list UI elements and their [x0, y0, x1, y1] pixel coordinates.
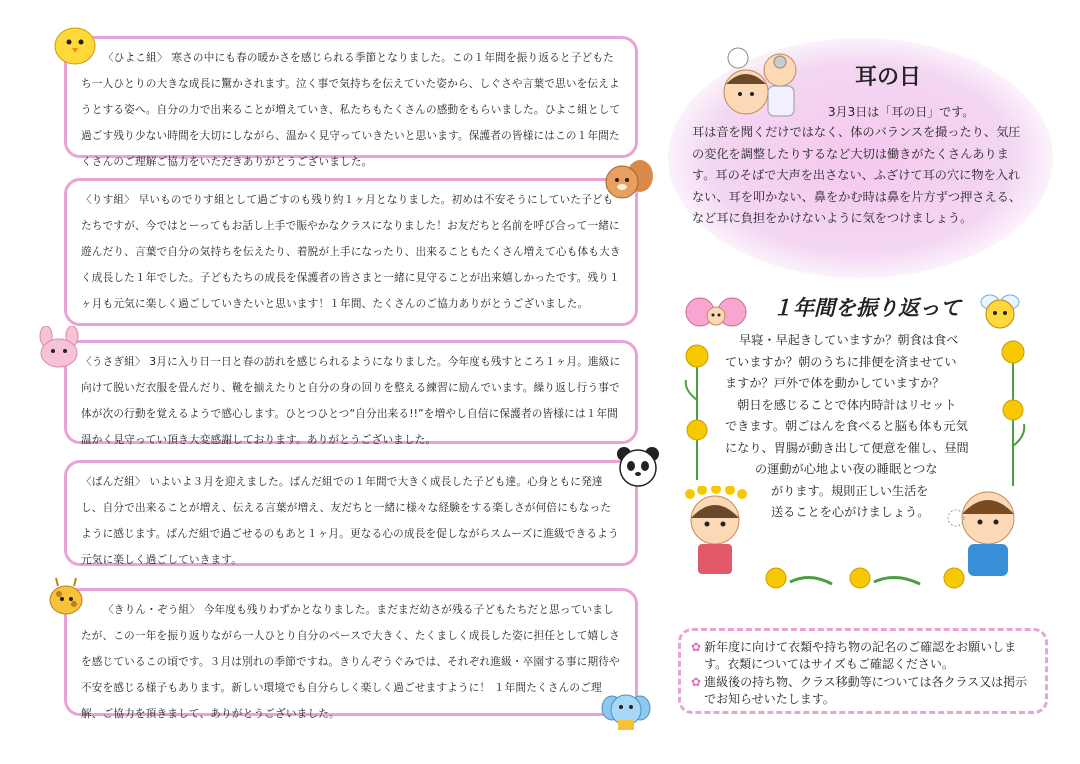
- dandelion-icon: [682, 340, 712, 480]
- review-line: の運動が心地よい夜の睡眠とつな: [755, 462, 938, 476]
- panda-icon: [614, 444, 662, 488]
- notice-item: [691, 639, 1035, 672]
- bee-icon: [976, 288, 1024, 332]
- chick-icon: [50, 20, 100, 66]
- class-report-panda: [64, 460, 638, 566]
- class-report-hiyoko: [64, 36, 638, 168]
- notice-text: 新年度に向けて衣類や持ち物の記名のご確認をお願いします。衣類についてはサイズもご確認ください。: [704, 640, 1017, 671]
- ear-day-title: 耳の日: [855, 65, 922, 90]
- review-line: になり、胃腸が動き出して便意を催し、昼間: [725, 440, 969, 455]
- class-report-text: 〈ひよこ組〉 寒さの中にも春の暖かさを感じられる季節となりました。この１年間を振り返ると子どもたち一人ひとりの大きな成長に驚かされます。泣く事で気持ちを伝えていた姿から、しぐさや言葉で思いを伝えようとする姿へ。自分の力で出来ることが増えていき、私たちもたくさんの感動をもらいました。ひよこ組として過ごす残り少ない時間を大切にしながら、温かく見守っていきたいと思います。保護者の皆様にはこの１年間たくさんのご理解ご協力をいただきありがとうございました。: [81, 52, 621, 168]
- review-title: １年間を振り返って: [772, 296, 961, 320]
- review-line: 早寝・早起きしていますか？朝食は食べ: [739, 333, 959, 347]
- ear-day-lead: 3月3日は「耳の日」です。: [828, 105, 975, 119]
- class-report-text: 〈うさぎ組〉 3月に入り日一日と春の訪れを感じられるようになりました。今年度も残すところ１ヶ月。進級に向けて脱いだ衣服を畳んだり、靴を揃えたりと自分の身の回りを整える練習に励んでいます。繰り返し行う事で体が次の行動を覚えるようで感心します。ひとつひとつ“自分出来る!!”を増やし自信に保護者の皆様には１年間温かく見守ってい頂き大変感謝しております。ありがとうございました。: [81, 356, 621, 446]
- giraffe-icon: [44, 574, 88, 618]
- class-report-usagi: [64, 340, 638, 444]
- review-line: 送ることを心がけましょう。: [771, 505, 930, 519]
- class-report-kirin: [64, 588, 638, 720]
- review-line: 朝日を感じることで体内時計はリセット: [725, 397, 957, 412]
- ear-day-body: 耳は音を聞くだけではなく、体のバランスを撮ったり、気圧の変化を調整したりするなど大切は働きがたくさんあります。耳のそばで大声を出さない、ふざけて耳の穴に物を入れない、耳を叩かない、鼻をかむ時は鼻を片方ずつ押さえる、など耳に負担をかけないように気をつけましょう。: [692, 125, 1022, 225]
- ear-doctor-icon: [716, 40, 806, 122]
- review-line: できます。朝ごはんを食べると脳も体も元気: [725, 419, 968, 433]
- class-report-risu: [64, 178, 638, 326]
- class-report-text: 〈りす組〉 早いものでりす組として過ごすのも残り約１ヶ月となりました。初めは不安そうにしていた子どもたちですが、今ではとーってもお話し上手で賑やかなクラスになりました！お友だちと名前を呼び合って一緒に遊んだり、言葉で自分の気持ちを伝えたり、着脱が上手になったり、出来ることもたくさん増えて心も体も大きく成長した１年でした。子どもたちの成長を保護者の皆さまと一緒に見守ることが出来嬉しかったです。残り１ヶ月も元気に楽しく過ごしていきたいと思います！１年間、たくさんのご協力ありがとうございました。: [81, 194, 621, 310]
- dandelion-icon: [998, 336, 1028, 486]
- class-report-text: 〈きりん・ぞう組〉 今年度も残りわずかとなりました。まだまだ幼さが残る子どもたちだと思っていましたが、この一年を振り返りながら一人ひとり自分のペースで大きく、たくましく成長した姿に担任として嬉しさを感じているこの頃です。３月は別れの季節ですね。きりんぞうぐみでは、それぞれ進級・卒園する事に期待や不安を感じる様子もあります。新しい環境でも自分らしく楽しく過ごせますように！ １年間たくさんのご理解、ご協力を頂きまして、ありがとうございました。: [81, 604, 620, 720]
- review-line: ていますか？朝のうちに排便を済ませてい: [725, 354, 957, 369]
- class-report-text: 〈ぱんだ組〉 いよいよ３月を迎えました。ぱんだ組での１年間で大きく成長した子ども達。心身ともに発達し、自分で出来ることが増え、伝える言葉が増え、友だちと一緒に様々な経験をする楽しさが何倍にもなったように感じます。ぱんだ組で過ごせるのもあと１ヶ月。更なる心の成長を促しながらスムーズに進級できるよう元気に楽しく過ごしていきます。: [81, 476, 619, 566]
- squirrel-icon: [602, 158, 654, 202]
- flower-mark-icon: ✿: [691, 640, 702, 654]
- notice-box: [678, 628, 1048, 714]
- flower-mark-icon: ✿: [691, 675, 702, 689]
- elephant-icon: [600, 686, 652, 734]
- boy-icon: [944, 484, 1024, 580]
- notice-item: [691, 674, 1035, 707]
- notice-text: 進級後の持ち物、クラス移動等については各クラス又は掲示でお知らせいたします。: [704, 675, 1028, 706]
- girl-icon: [680, 486, 750, 582]
- rabbit-icon: [36, 326, 82, 370]
- review-line: ますか？戸外で体を動かしていますか？: [725, 376, 945, 390]
- review-line: がります。規則正しい生活を: [771, 483, 929, 498]
